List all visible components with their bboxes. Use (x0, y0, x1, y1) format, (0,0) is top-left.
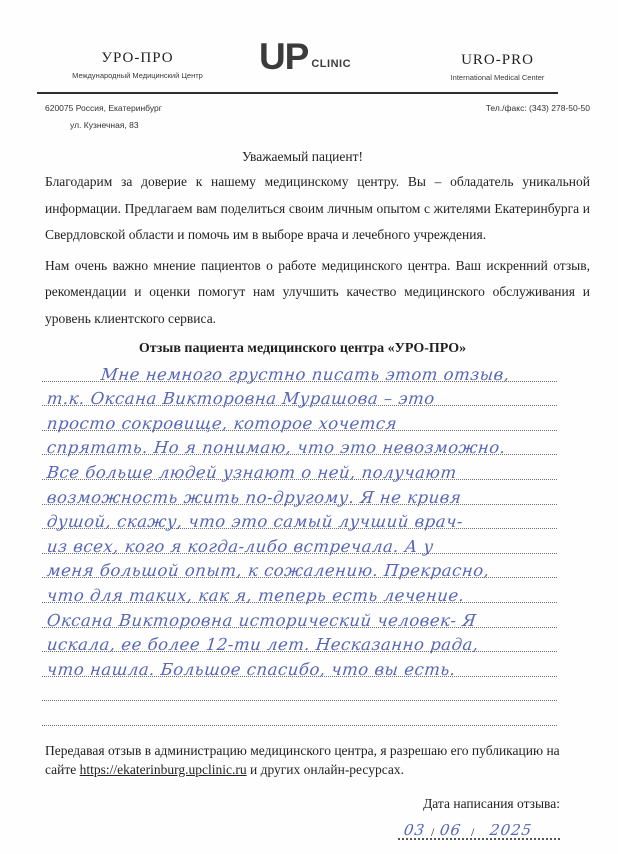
handwritten-line-text: Мне немного грустно писать этот отзыв, (100, 364, 511, 384)
brand-ru-subtitle: Международный Медицинский Центр (72, 71, 203, 80)
handwritten-line-text: меня большой опыт, к сожалению. Прекрасно, (46, 561, 491, 581)
handwritten-line-text: из всех, кого я когда-либо встречала. А у (46, 536, 435, 556)
handwritten-line (42, 431, 557, 456)
handwritten-line-text: душой, скажу, что это самый лучший врач- (46, 512, 464, 532)
intro-paragraph: Благодарим за доверие к нашему медицинскому центру. Вы – обладатель уникальной информации. Предлагаем вам поделиться своим личным опытом с жителями Екатеринбурга и Свердловской области и помочь им в выборе врача и лечебного учреждения. (45, 174, 590, 242)
handwritten-line-text: возможность жить по-другому. Я не кривя (46, 487, 463, 507)
handwritten-line (42, 652, 557, 677)
handwritten-line-text: просто сокровище, которое хочется (46, 413, 399, 433)
handwritten-line (42, 505, 557, 530)
brand-ru-title: УРО-ПРО (101, 50, 174, 66)
salutation: Уважаемый пациент! (241, 149, 364, 164)
handwritten-line-empty (42, 677, 557, 702)
address-block (45, 103, 162, 137)
handwritten-date-month: 06 (438, 820, 463, 839)
consent-text-suffix: и других онлайн-ресурсах. (246, 762, 404, 778)
handwritten-date-day: 03 (402, 820, 427, 839)
phone-fax: Тел./факс: (343) 278-50-50 (485, 103, 590, 113)
letter-body (45, 149, 590, 845)
letterhead (45, 36, 590, 82)
handwritten-line-text: Оксана Викторовна исторический человек- Я (46, 610, 478, 630)
handwritten-line (42, 578, 557, 603)
date-separator: / (431, 824, 435, 839)
header-divider (37, 92, 558, 94)
contact-info (45, 103, 590, 137)
handwritten-line-text: искала, ее более 12-ти лет. Несказанно рада, (46, 635, 480, 655)
handwritten-line (42, 382, 557, 407)
handwritten-date-year: 2025 (488, 820, 534, 839)
handwritten-line-text: что нашла. Большое спасибо, что вы есть. (46, 659, 457, 679)
handwritten-line (42, 554, 557, 579)
date-separator: / (471, 824, 475, 839)
handwritten-line-empty (42, 701, 557, 726)
handwritten-review-area (42, 357, 557, 726)
address-line-1: 620075 Россия, Екатеринбург (45, 103, 162, 113)
handwritten-line-text: спрятать. Но я понимаю, что это невозможно. (46, 438, 507, 458)
handwritten-line-text: Все больше людей узнают о ней, получают (46, 462, 458, 482)
date-block (45, 796, 590, 845)
logo-up-text: UP (258, 36, 309, 77)
logo-clinic-text: CLINIC (311, 57, 352, 70)
consent-text-prefix: Передавая отзыв в администрацию медицинского центра, я разрешаю его публикацию на сайте (45, 742, 560, 778)
brand-en-block (415, 42, 580, 82)
importance-paragraph: Нам очень важно мнение пациентов о работе медицинского центра. Ваш искренний отзыв, рекомендации и оценки помогут нам улучшить качество медицинского обслуживания и уровень клиентского сервиса. (45, 257, 590, 326)
brand-en-title: URO-PRO (461, 52, 534, 68)
handwritten-line-text: что для таких, как я, теперь есть лечение. (46, 585, 466, 605)
handwritten-line (42, 480, 557, 505)
clinic-site-link[interactable]: https://ekaterinburg.upclinic.ru (79, 762, 247, 778)
brand-en-subtitle: International Medical Center (450, 73, 545, 82)
handwritten-line (42, 628, 557, 653)
publication-consent (45, 741, 570, 780)
address-line-2: ул. Кузнечная, 83 (70, 120, 139, 130)
date-label: Дата написания отзыва: (423, 795, 560, 811)
review-heading: Отзыв пациента медицинского центра «УРО-ПРО» (138, 341, 467, 356)
handwritten-line (42, 455, 557, 480)
date-dotted-line (398, 814, 560, 840)
handwritten-line (42, 406, 557, 431)
handwritten-line-text: т.к. Оксана Викторовна Мурашова – это (46, 389, 436, 409)
handwritten-line (42, 357, 557, 382)
brand-ru-block (45, 42, 230, 80)
handwritten-line (42, 603, 557, 628)
handwritten-line (42, 529, 557, 554)
up-clinic-logo (230, 36, 380, 77)
